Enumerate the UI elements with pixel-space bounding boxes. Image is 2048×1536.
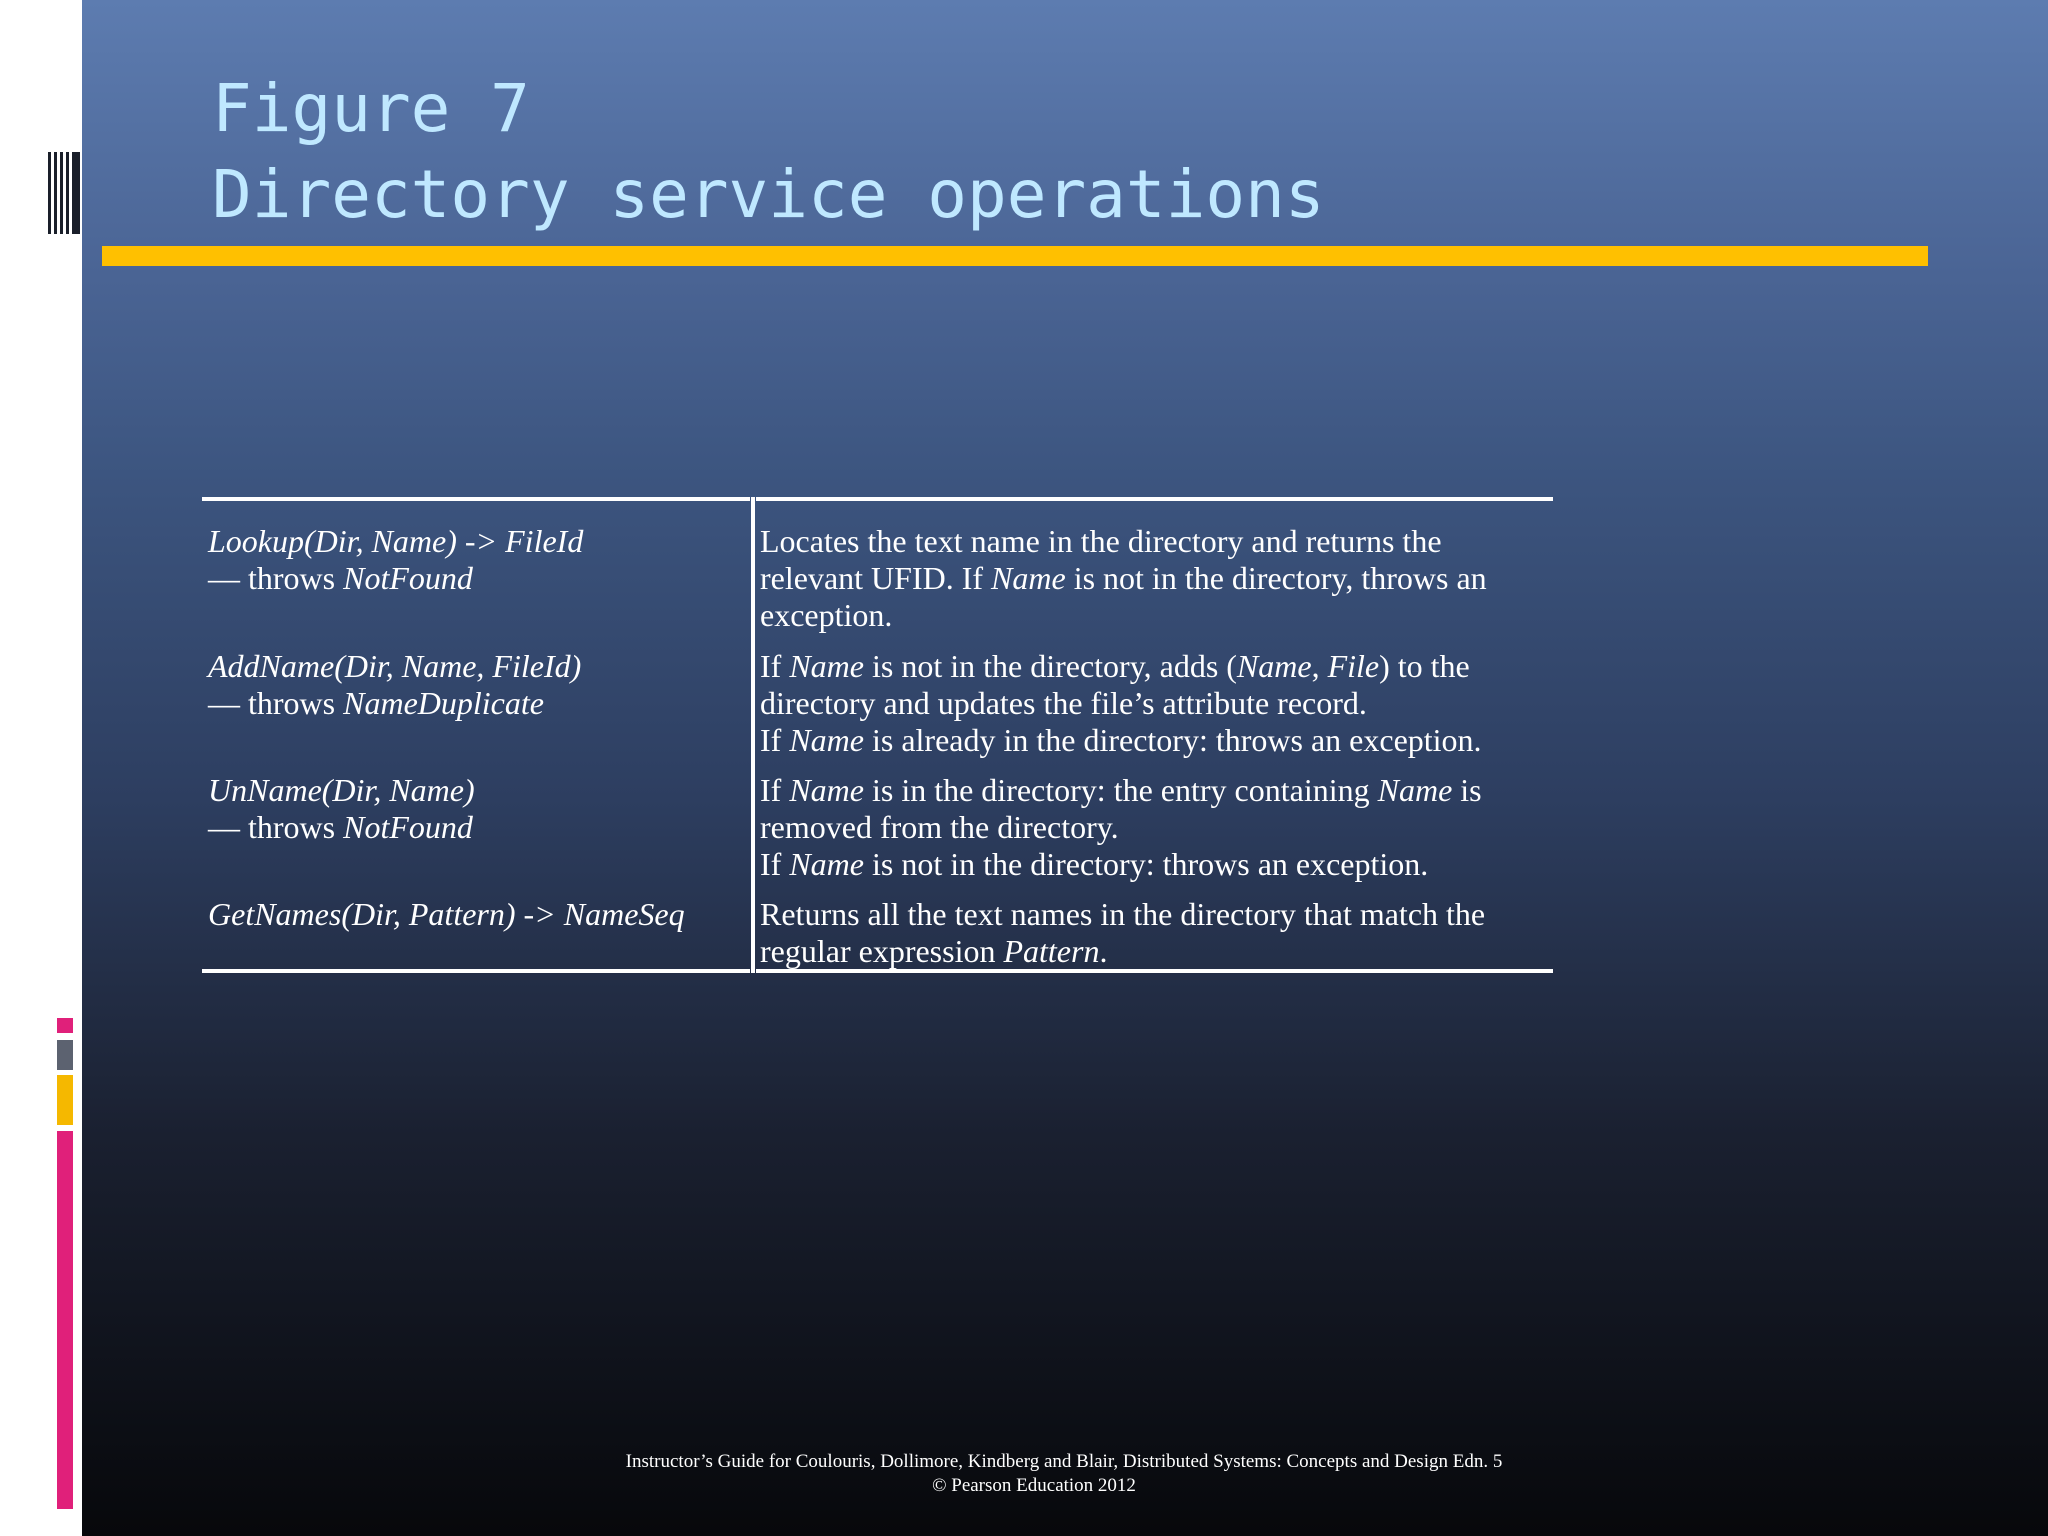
description-text: is not in the directory, throws an [1065, 560, 1487, 596]
slide-title [212, 66, 1325, 238]
throws-label: — throws [208, 685, 344, 721]
decorative-pink-square [57, 1018, 73, 1033]
exception-name: NameDuplicate [343, 685, 544, 721]
title-underline [102, 246, 1928, 266]
table-row [208, 772, 475, 846]
description-text: is [1452, 772, 1482, 808]
operation-description [760, 523, 1487, 634]
description-text: is not in the directory, adds ( [863, 648, 1237, 684]
footer-copyright: © Pearson Education 2012 [932, 1475, 1136, 1496]
throws-label: — throws [208, 809, 344, 845]
decorative-yellow-bar [57, 1075, 73, 1125]
description-text: ) to the [1379, 648, 1470, 684]
operation-description [760, 772, 1482, 883]
description-emphasis: Name [991, 560, 1066, 596]
table-row [208, 896, 685, 933]
description-emphasis: Name [789, 722, 864, 758]
decorative-gray-bar [57, 1040, 73, 1070]
description-text: If [760, 648, 790, 684]
table-top-rule-right [756, 497, 1553, 501]
footer-citation: Instructor’s Guide for Coulouris, Dollimore, Kindberg and Blair, Distributed Systems: Concepts and Design Edn. 5 [625, 1451, 1503, 1472]
description-emphasis: Pattern [1003, 933, 1100, 969]
description-text: is not in the directory: throws an exception. [863, 846, 1429, 882]
exception-name: NotFound [343, 809, 473, 845]
description-emphasis: File [1327, 648, 1380, 684]
description-text: is already in the directory: throws an exception. [863, 722, 1482, 758]
description-text: regular expression [760, 933, 1004, 969]
description-text: If [760, 772, 790, 808]
table-column-divider [751, 497, 755, 973]
description-text: If [760, 722, 790, 758]
description-emphasis: Name [789, 772, 864, 808]
description-text: , [1311, 648, 1328, 684]
table-row [208, 523, 583, 597]
description-emphasis: Name [1236, 648, 1312, 684]
description-text: directory and updates the file’s attribute record. [760, 685, 1367, 721]
description-text: relevant UFID. If [760, 560, 992, 596]
description-text: Locates the text name in the directory and returns the [760, 523, 1442, 559]
operation-signature: GetNames(Dir, Pattern) -> NameSeq [208, 896, 685, 932]
operation-signature: Lookup(Dir, Name) -> FileId [208, 523, 584, 559]
description-text: exception. [760, 597, 893, 633]
description-text: Returns all the text names in the directory that match the [760, 896, 1486, 932]
description-emphasis: Name [1377, 772, 1453, 808]
description-text: If [760, 846, 790, 882]
table-top-rule-left [202, 497, 750, 501]
table-row [208, 648, 581, 722]
description-emphasis: Name [789, 846, 864, 882]
title-line-2: Directory service operations [212, 156, 1325, 233]
operation-signature: AddName(Dir, Name, FileId) [208, 648, 582, 684]
table-bottom-rule-left [202, 969, 750, 973]
exception-name: NotFound [343, 560, 473, 596]
title-line-1: Figure 7 [212, 70, 530, 147]
throws-label: — throws [208, 560, 344, 596]
operation-description [760, 648, 1482, 759]
operation-signature: UnName(Dir, Name) [208, 772, 475, 808]
description-text: is in the directory: the entry containing [863, 772, 1378, 808]
operation-description [760, 896, 1485, 970]
description-text: . [1099, 933, 1108, 969]
decorative-stripes [48, 152, 80, 234]
description-emphasis: Name [789, 648, 864, 684]
description-text: removed from the directory. [760, 809, 1119, 845]
